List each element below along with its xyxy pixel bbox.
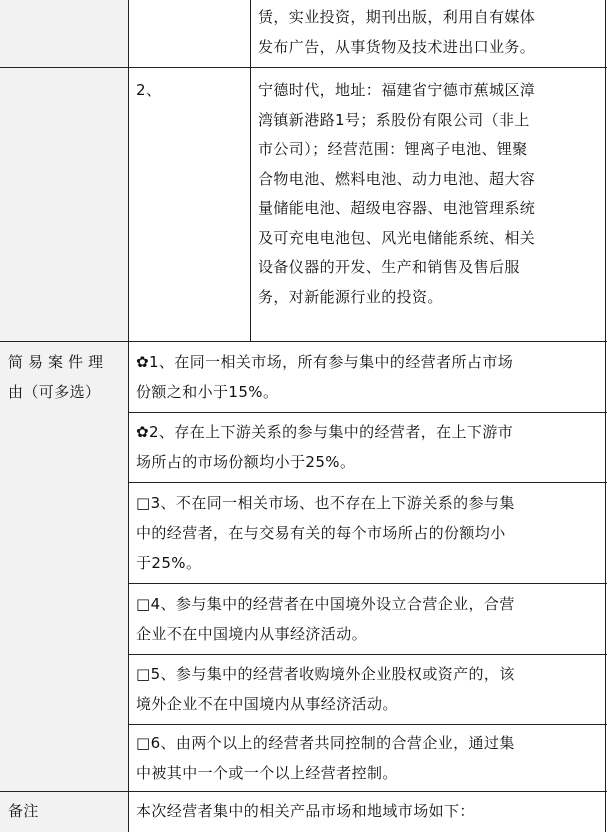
company-info-line: 合物电池、燃料电池、动力电池、超大容 bbox=[258, 170, 536, 188]
company-info-line: 设备仪器的开发、生产和销售及售后服 bbox=[258, 258, 520, 276]
reason-option-4[interactable]: □4、参与集中的经营者在中国境外设立合营企业，合营 bbox=[136, 595, 515, 613]
reason-option-5[interactable]: □5、参与集中的经营者收购境外企业股权或资产的，该 bbox=[136, 665, 515, 683]
option-divider bbox=[128, 583, 607, 584]
reason-option-2: 场所占的市场份额均小于25%。 bbox=[136, 453, 356, 471]
reason-option-3: 于25%。 bbox=[136, 554, 202, 572]
column-divider bbox=[250, 0, 251, 342]
business-scope-line: 发布广告，从事货物及技术进出口业务。 bbox=[258, 38, 536, 56]
reasons-label: 由（可多选） bbox=[8, 383, 101, 401]
table-right-border bbox=[605, 0, 606, 832]
row-divider bbox=[0, 67, 607, 68]
remarks-text: 本次经营者集中的相关产品市场和地域市场如下： bbox=[136, 802, 475, 820]
reasons-label: 简易案件理 bbox=[8, 353, 109, 371]
reason-option-3: 中的经营者，在与交易有关的每个市场所占的份额均小 bbox=[136, 524, 506, 542]
row-divider bbox=[0, 341, 607, 342]
company-info-line: 市公司）；经营范围：锂离子电池、锂聚 bbox=[258, 140, 528, 158]
company-info-line: 及可充电电池包、风光电储能系统、相关 bbox=[258, 229, 536, 247]
company-info-line: 宁德时代，地址：福建省宁德市蕉城区漳 bbox=[258, 81, 536, 99]
column-divider bbox=[128, 0, 129, 832]
company-info-line: 量储能电池、超级电容器、电池管理系统 bbox=[258, 199, 536, 217]
reason-option-6: 中被其中一个或一个以上经营者控制。 bbox=[136, 764, 398, 782]
company-info-line: 务，对新能源行业的投资。 bbox=[258, 288, 443, 306]
row-divider bbox=[0, 791, 607, 792]
reason-option-1[interactable]: ✿1、在同一相关市场，所有参与集中的经营者所占市场 bbox=[136, 353, 514, 371]
business-scope-line: 赁，实业投资，期刊出版，利用自有媒体 bbox=[258, 8, 536, 26]
option-divider bbox=[128, 482, 607, 483]
remarks-label: 备注 bbox=[8, 802, 39, 820]
reason-option-2[interactable]: ✿2、存在上下游关系的参与集中的经营者，在上下游市 bbox=[136, 423, 514, 441]
company-info-line: 湾镇新港路1号；系股份有限公司（非上 bbox=[258, 111, 530, 129]
item-index: 2、 bbox=[136, 81, 162, 99]
reason-option-6[interactable]: □6、由两个以上的经营者共同控制的合营企业，通过集 bbox=[136, 734, 515, 752]
reason-option-4: 企业不在中国境内从事经济活动。 bbox=[136, 625, 368, 643]
option-divider bbox=[128, 724, 607, 725]
option-divider bbox=[128, 654, 607, 655]
reason-option-5: 境外企业不在中国境内从事经济活动。 bbox=[136, 695, 398, 713]
label-column-background bbox=[0, 0, 128, 832]
reason-option-3[interactable]: □3、不在同一相关市场、也不存在上下游关系的参与集 bbox=[136, 494, 515, 512]
option-divider bbox=[128, 412, 607, 413]
reason-option-1: 份额之和小于15%。 bbox=[136, 383, 279, 401]
